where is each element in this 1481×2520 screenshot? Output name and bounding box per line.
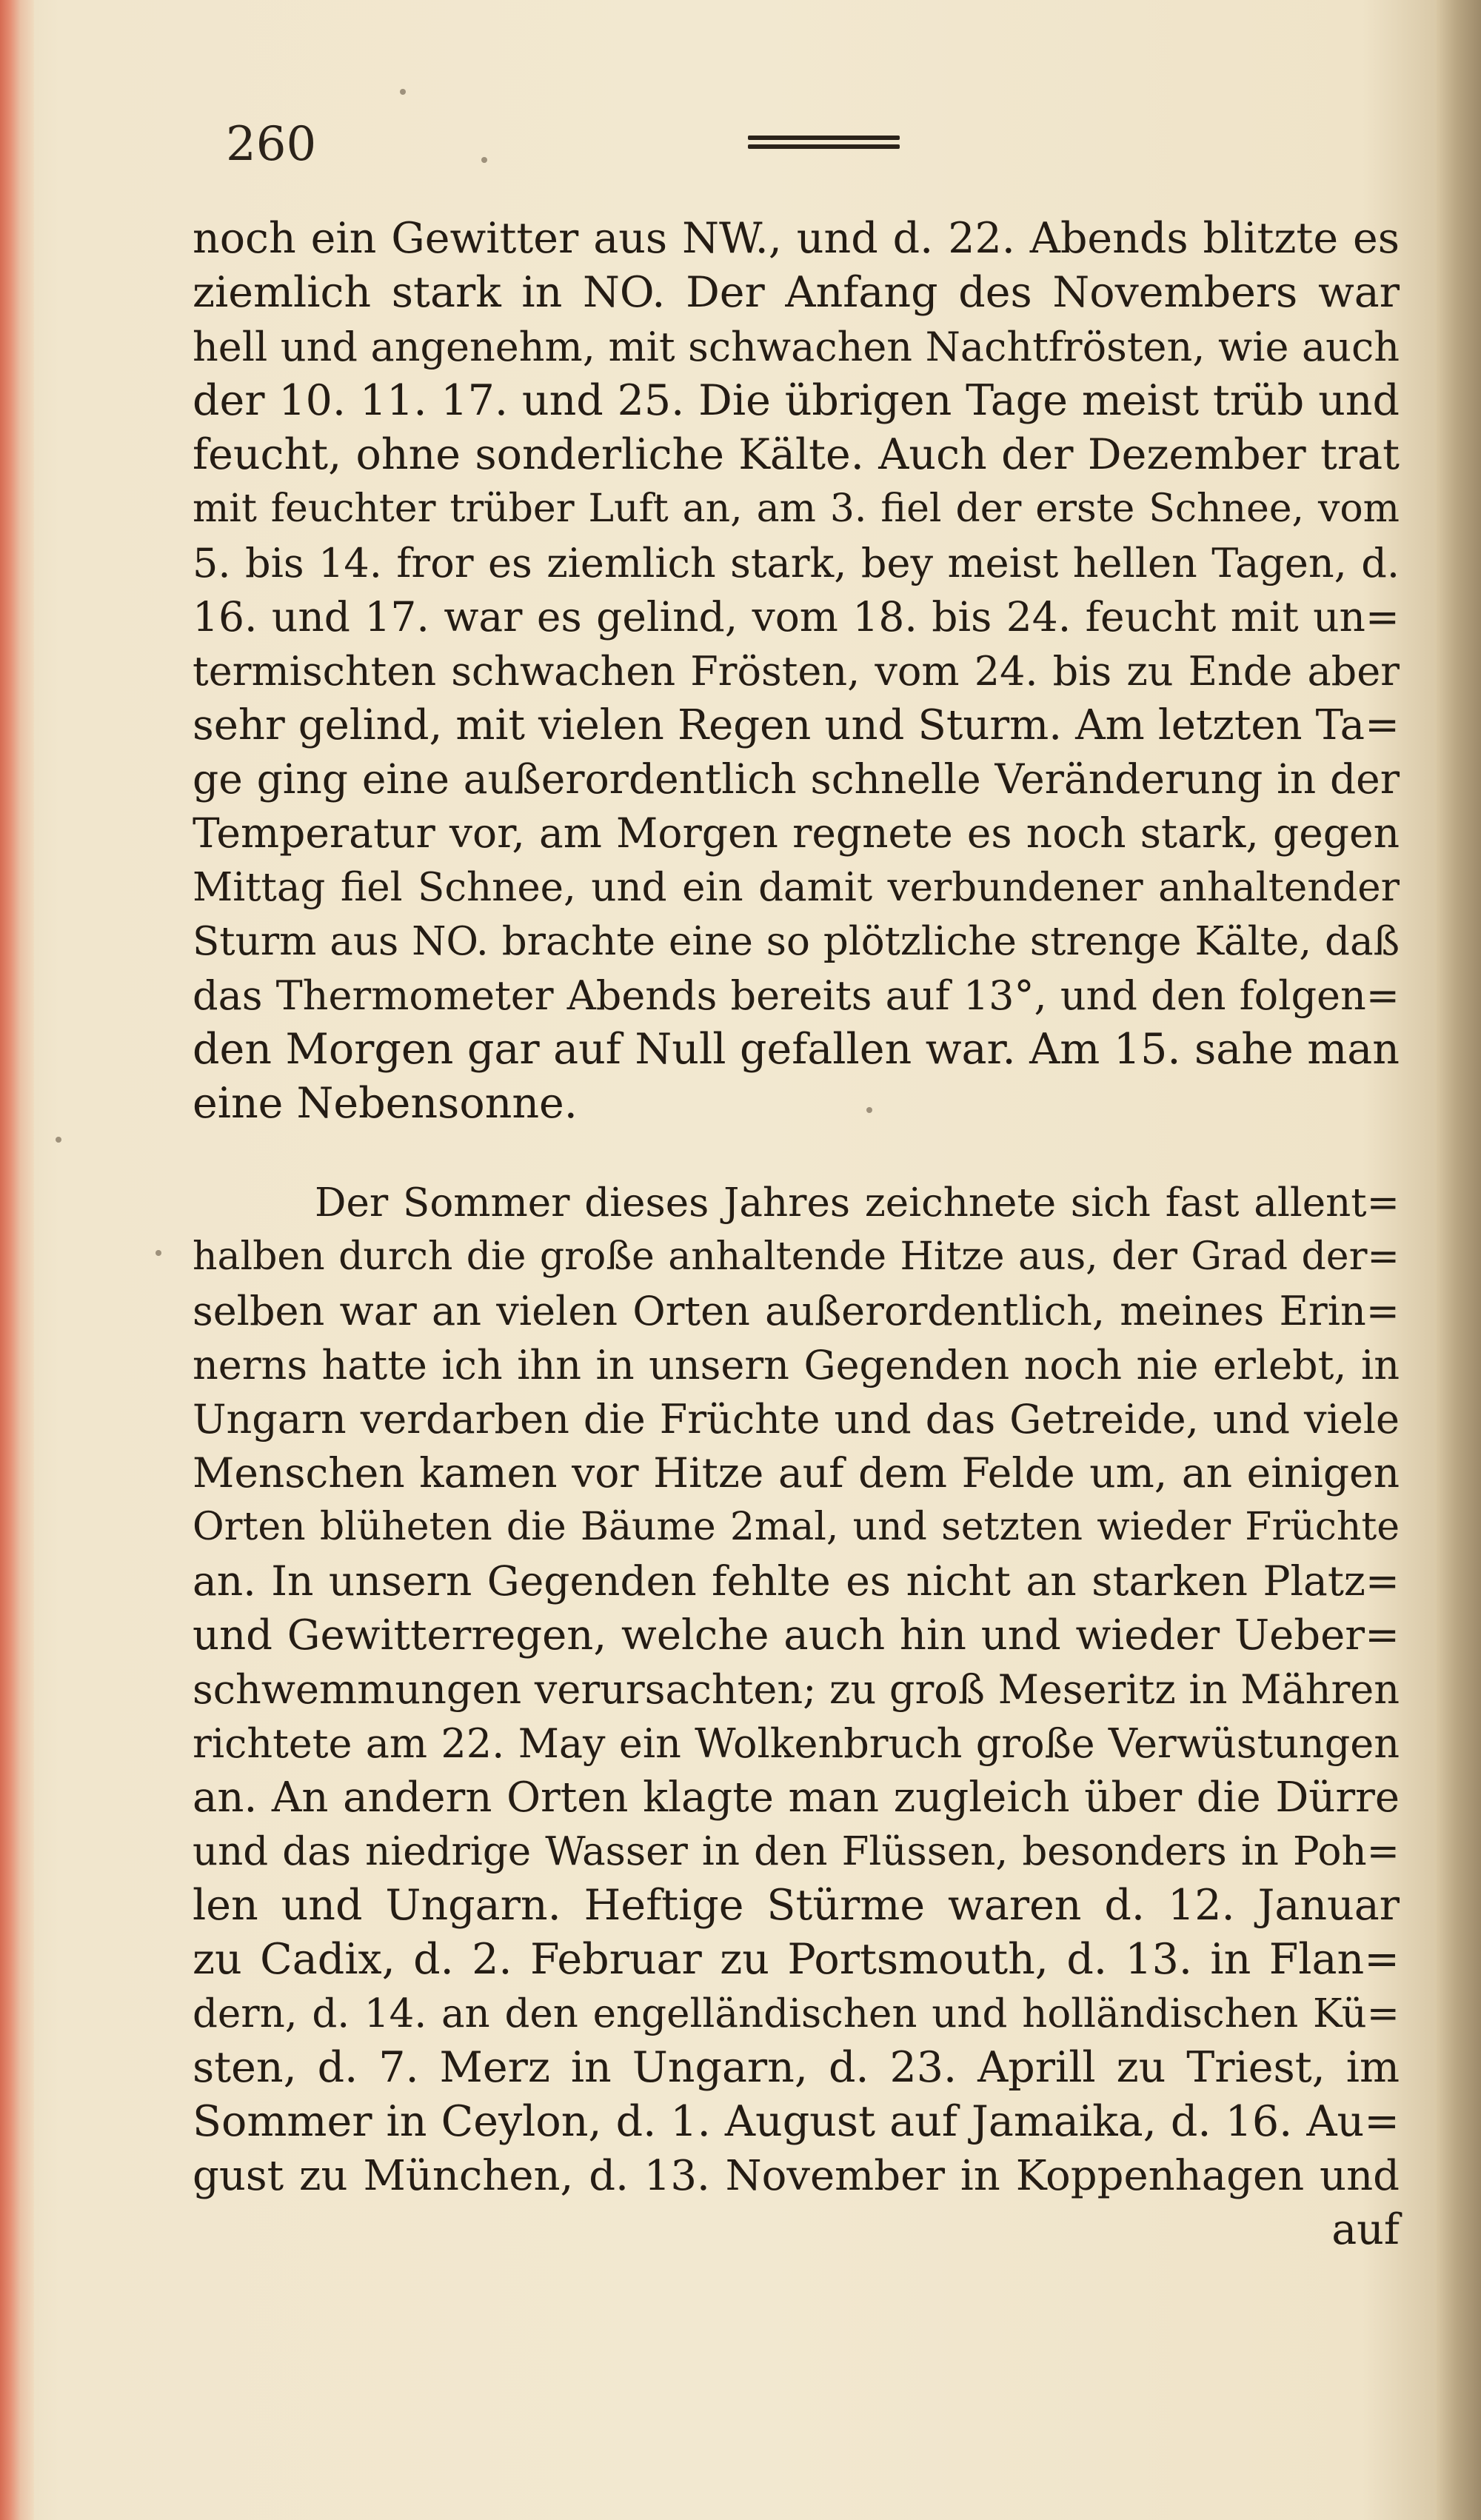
text-line: noch ein Gewitter aus NW., und d. 22. Abends blitzte es xyxy=(193,214,1400,263)
text-line: schwemmungen verursachten; zu groß Meseritz in Mähren xyxy=(193,1666,1400,1713)
text-line: dern, d. 14. an den engelländischen und holländischen Kü= xyxy=(193,1991,1400,2036)
text-line: 5. bis 14. fror es ziemlich stark, bey meist hellen Tagen, d. xyxy=(193,540,1400,586)
text-line: der 10. 11. 17. und 25. Die übrigen Tage meist trüb und xyxy=(193,376,1400,425)
text-line: Temperatur vor, am Morgen regnete es noch stark, gegen xyxy=(193,809,1400,857)
text-line: nerns hatte ich ihn in unsern Gegenden noch nie erlebt, in xyxy=(193,1342,1400,1388)
text-line: ge ging eine außerordentlich schnelle Veränderung in der xyxy=(193,755,1400,803)
text-line: Orten blüheten die Bäume 2mal, und setzten wieder Früchte xyxy=(193,1505,1400,1549)
text-line: mit feuchter trüber Luft an, am 3. fiel der erste Schnee, vom xyxy=(193,487,1400,531)
paper-speck xyxy=(56,1137,61,1143)
text-line: len und Ungarn. Heftige Stürme waren d. 12. Januar xyxy=(193,1881,1400,1930)
paragraph-2 xyxy=(193,1176,1400,2257)
page-number: 260 xyxy=(226,117,317,172)
page-edge-right xyxy=(1437,0,1481,2520)
catchword: auf xyxy=(1331,2205,1400,2254)
text-line: hell und angenehm, mit schwachen Nachtfrösten, wie auch xyxy=(193,324,1400,370)
text-line: den Morgen gar auf Null gefallen war. Am 15. sahe man xyxy=(193,1025,1400,1074)
header-rule xyxy=(748,136,900,153)
text-line: selben war an vielen Orten außerordentlich, meines Erin= xyxy=(193,1288,1400,1334)
text-line: 16. und 17. war es gelind, vom 18. bis 24. feucht mit un= xyxy=(193,593,1400,641)
paragraph-1 xyxy=(193,212,1400,1131)
text-line: Sturm aus NO. brachte eine so plötzliche strenge Kälte, daß xyxy=(193,919,1400,964)
text-line: Mittag fiel Schnee, und ein damit verbundener anhaltender xyxy=(193,865,1400,910)
text-line: ziemlich stark in NO. Der Anfang des Novembers war xyxy=(193,268,1400,317)
text-line: Der Sommer dieses Jahres zeichnete sich fast allent= xyxy=(315,1180,1400,1226)
text-line: Sommer in Ceylon, d. 1. August auf Jamaika, d. 16. Au= xyxy=(193,2097,1400,2146)
text-line: Ungarn verdarben die Früchte und das Getreide, und viele xyxy=(193,1396,1400,1443)
paper-speck xyxy=(481,157,487,163)
text-line: gust zu München, d. 13. November in Koppenhagen und xyxy=(193,2152,1400,2200)
text-line: richtete am 22. May ein Wolkenbruch große Verwüstungen xyxy=(193,1720,1400,1767)
text-line: eine Nebensonne. xyxy=(193,1079,578,1128)
text-line: und das niedrige Wasser in den Flüssen, besonders in Poh= xyxy=(193,1829,1400,1874)
text-line: an. An andern Orten klagte man zugleich über die Dürre xyxy=(193,1774,1400,1822)
text-line: feucht, ohne sonderliche Kälte. Auch der Dezember trat xyxy=(193,430,1400,479)
text-line: das Thermometer Abends bereits auf 13°, und den folgen= xyxy=(193,972,1400,1019)
text-line: und Gewitterregen, welche auch hin und wieder Ueber= xyxy=(193,1611,1400,1660)
text-line: Menschen kamen vor Hitze auf dem Felde um, an einigen xyxy=(193,1449,1400,1497)
text-line: termischten schwachen Frösten, vom 24. bis zu Ende aber xyxy=(193,648,1400,695)
text-line: sten, d. 7. Merz in Ungarn, d. 23. Aprill zu Triest, im xyxy=(193,2043,1400,2092)
text-line: sehr gelind, mit vielen Regen und Sturm. Am letzten Ta= xyxy=(193,701,1400,749)
text-line: an. In unsern Gegenden fehlte es nicht an starken Platz= xyxy=(193,1557,1400,1605)
text-line: halben durch die große anhaltende Hitze aus, der Grad der= xyxy=(193,1234,1400,1279)
text-line: zu Cadix, d. 2. Februar zu Portsmouth, d. 13. in Flan= xyxy=(193,1935,1400,1984)
page-edge-left xyxy=(0,0,34,2520)
paper-speck xyxy=(156,1250,161,1256)
paper-speck xyxy=(400,89,406,95)
